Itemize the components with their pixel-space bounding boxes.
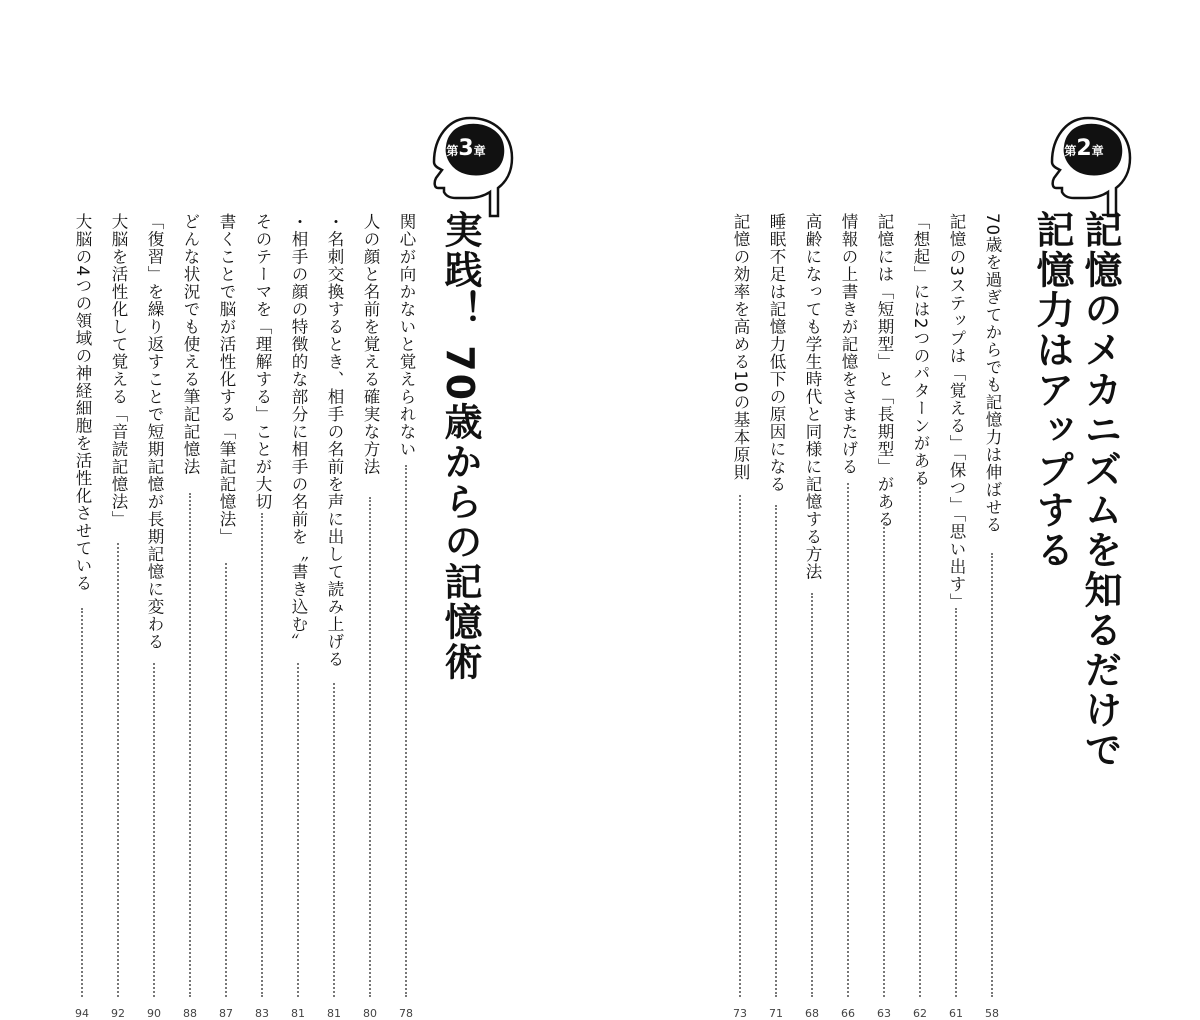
toc-page-number: 80 xyxy=(363,1007,377,1020)
toc-entry-text: 70歳を過ぎてからでも記憶力は伸ばせる xyxy=(983,213,1002,534)
toc-leader-dots xyxy=(153,663,155,997)
toc-leader-dots xyxy=(261,513,263,997)
chapter2-label-suffix: 章 xyxy=(1091,144,1104,158)
toc-entry-text: そのテーマを「理解する」ことが大切 xyxy=(253,213,272,511)
toc-entry-text: どんな状況でも使える筆記記憶法 xyxy=(181,213,200,476)
chapter2-label xyxy=(1048,136,1120,161)
toc-leader-dots xyxy=(775,505,777,997)
chapter2-head-icon xyxy=(1038,112,1138,222)
toc-leader-dots xyxy=(811,593,813,997)
toc-page-number: 94 xyxy=(75,1007,89,1020)
toc-leader-dots xyxy=(81,608,83,997)
toc-entry-text: 記憶の効率を高める10の基本原則 xyxy=(731,213,750,481)
toc-entry-text: 情報の上書きが記憶をさまたげる xyxy=(839,213,858,476)
chapter2-title-line1: 記憶のメカニズムを知るだけで xyxy=(1078,210,1122,770)
toc-page-number: 92 xyxy=(111,1007,125,1020)
toc-entry-text: 「復習」を繰り返すことで短期記憶が長期記憶に変わる xyxy=(145,213,164,651)
toc-leader-dots xyxy=(117,543,119,997)
toc-page-number: 62 xyxy=(913,1007,927,1020)
toc-entry-text: ・相手の顔の特徴的な部分に相手の名前を〝書き込む〟 xyxy=(289,213,308,651)
toc-entry-text: 「想起」には2つのパターンがある xyxy=(911,213,930,487)
toc-entry-text: 記憶には「短期型」と「長期型」がある xyxy=(875,213,894,528)
toc-leader-dots xyxy=(919,475,921,997)
toc-page-number: 61 xyxy=(949,1007,963,1020)
toc-page-number: 78 xyxy=(399,1007,413,1020)
toc-entry-text: 睡眠不足は記憶力低下の原因になる xyxy=(767,213,786,493)
toc-leader-dots xyxy=(955,608,957,997)
chapter3-title-line1: 実践！ 70歳からの記憶術 xyxy=(438,210,482,683)
chapter3-number: 3 xyxy=(458,136,474,161)
toc-page-number: 66 xyxy=(841,1007,855,1020)
chapter3-head-icon xyxy=(420,112,520,222)
toc-leader-dots xyxy=(405,465,407,997)
toc-leader-dots xyxy=(333,683,335,997)
toc-page-number: 88 xyxy=(183,1007,197,1020)
toc-page-number: 71 xyxy=(769,1007,783,1020)
toc-page-number: 68 xyxy=(805,1007,819,1020)
toc-leader-dots xyxy=(189,493,191,997)
toc-entry-text: ・名刺交換するとき、相手の名前を声に出して読み上げる xyxy=(325,213,344,668)
toc-leader-dots xyxy=(739,495,741,997)
toc-entry-text: 関心が向かないと覚えられない xyxy=(397,213,416,458)
chapter2-title-line2: 記憶力はアップする xyxy=(1030,210,1074,570)
toc-leader-dots xyxy=(991,553,993,997)
toc-leader-dots xyxy=(847,483,849,997)
chapter3-label-prefix: 第 xyxy=(446,144,459,158)
toc-leader-dots xyxy=(369,497,371,997)
toc-leader-dots xyxy=(883,518,885,997)
toc-page-number: 73 xyxy=(733,1007,747,1020)
chapter2-label-prefix: 第 xyxy=(1064,144,1077,158)
toc-page-number: 81 xyxy=(291,1007,305,1020)
toc-leader-dots xyxy=(225,563,227,997)
toc-entry-text: 大脳を活性化して覚える「音読記憶法」 xyxy=(109,213,128,528)
toc-page-number: 90 xyxy=(147,1007,161,1020)
chapter2-number: 2 xyxy=(1076,136,1092,161)
right-page xyxy=(600,0,1200,1020)
toc-leader-dots xyxy=(297,663,299,997)
chapter3-label xyxy=(430,136,502,161)
toc-page-number: 58 xyxy=(985,1007,999,1020)
toc-page-number: 81 xyxy=(327,1007,341,1020)
toc-entry-text: 大脳の4つの領域の神経細胞を活性化させている xyxy=(73,213,92,592)
chapter3-title xyxy=(436,210,484,682)
toc-page-number: 83 xyxy=(255,1007,269,1020)
chapter2-title xyxy=(1028,210,1124,770)
toc-entry-text: 高齢になっても学生時代と同様に記憶する方法 xyxy=(803,213,822,581)
toc-entry-text: 書くことで脳が活性化する「筆記記憶法」 xyxy=(217,213,236,546)
toc-page-number: 63 xyxy=(877,1007,891,1020)
chapter3-label-suffix: 章 xyxy=(473,144,486,158)
toc-page-number: 87 xyxy=(219,1007,233,1020)
toc-entry-text: 記憶の3ステップは「覚える」「保つ」「思い出す」 xyxy=(947,213,966,611)
toc-entry-text: 人の顔と名前を覚える確実な方法 xyxy=(361,213,380,476)
